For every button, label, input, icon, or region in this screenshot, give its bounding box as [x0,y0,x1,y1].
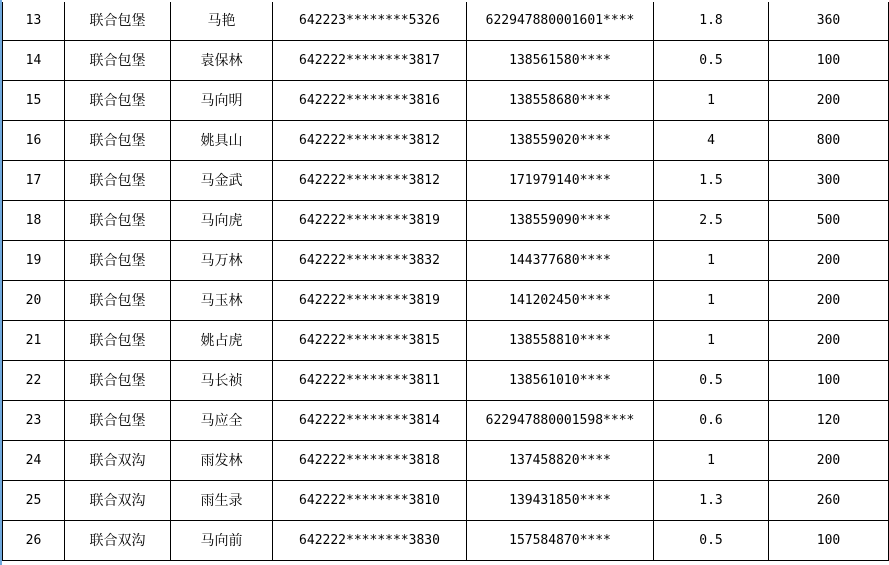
cell-village[interactable]: 联合双沟 [65,521,171,561]
cell-amount[interactable]: 200 [769,81,889,121]
cell-quantity[interactable]: 1 [654,241,769,281]
cell-id-number[interactable]: 642222********3819 [273,201,467,241]
cell-row-number[interactable]: 19 [3,241,65,281]
cell-id-number[interactable]: 642223********5326 [273,1,467,41]
cell-quantity[interactable]: 1.8 [654,1,769,41]
cell-name[interactable]: 马向前 [171,521,273,561]
cell-id-number[interactable]: 642222********3818 [273,441,467,481]
cell-village[interactable]: 联合包堡 [65,201,171,241]
cell-row-number[interactable]: 13 [3,1,65,41]
cell-amount[interactable]: 120 [769,401,889,441]
cell-village[interactable]: 联合包堡 [65,1,171,41]
cell-quantity[interactable]: 4 [654,121,769,161]
cell-village[interactable]: 联合包堡 [65,401,171,441]
table-row [3,361,889,401]
cell-name[interactable]: 姚具山 [171,121,273,161]
cell-quantity[interactable]: 1.5 [654,161,769,201]
cell-name[interactable]: 马长祯 [171,361,273,401]
cell-amount[interactable]: 260 [769,481,889,521]
cell-village[interactable]: 联合包堡 [65,121,171,161]
cell-village[interactable]: 联合包堡 [65,241,171,281]
cell-account-number[interactable]: 157584870**** [467,521,654,561]
cell-amount[interactable]: 800 [769,121,889,161]
cell-village[interactable]: 联合包堡 [65,41,171,81]
table-row [3,161,889,201]
cell-quantity[interactable]: 1 [654,81,769,121]
table-row [3,241,889,281]
cell-id-number[interactable]: 642222********3812 [273,161,467,201]
cell-account-number[interactable]: 622947880001601**** [467,1,654,41]
cell-quantity[interactable]: 0.5 [654,361,769,401]
cell-name[interactable]: 姚占虎 [171,321,273,361]
cell-name[interactable]: 马应全 [171,401,273,441]
cell-row-number[interactable]: 22 [3,361,65,401]
cell-row-number[interactable]: 17 [3,161,65,201]
table-row [3,521,889,561]
cell-account-number[interactable]: 138559020**** [467,121,654,161]
table-row [3,441,889,481]
table-row [3,81,889,121]
cell-row-number[interactable]: 16 [3,121,65,161]
cell-id-number[interactable]: 642222********3814 [273,401,467,441]
cell-name[interactable]: 马艳 [171,1,273,41]
cell-id-number[interactable]: 642222********3832 [273,241,467,281]
cell-amount[interactable]: 200 [769,321,889,361]
cell-amount[interactable]: 100 [769,41,889,81]
cell-row-number[interactable]: 23 [3,401,65,441]
cell-village[interactable]: 联合包堡 [65,281,171,321]
cell-quantity[interactable]: 2.5 [654,201,769,241]
table-body [3,1,889,561]
cell-name[interactable]: 马玉林 [171,281,273,321]
cell-village[interactable]: 联合包堡 [65,161,171,201]
table-row [3,401,889,441]
table-row [3,281,889,321]
table-row [3,201,889,241]
cell-account-number[interactable]: 138559090**** [467,201,654,241]
cell-village[interactable]: 联合双沟 [65,441,171,481]
cell-id-number[interactable]: 642222********3816 [273,81,467,121]
cell-id-number[interactable]: 642222********3815 [273,321,467,361]
cell-account-number[interactable]: 141202450**** [467,281,654,321]
cell-amount[interactable]: 200 [769,441,889,481]
cell-row-number[interactable]: 15 [3,81,65,121]
cell-id-number[interactable]: 642222********3812 [273,121,467,161]
table-row [3,121,889,161]
cell-account-number[interactable]: 138558810**** [467,321,654,361]
cell-name[interactable]: 袁保林 [171,41,273,81]
cell-quantity[interactable]: 0.5 [654,41,769,81]
cell-row-number[interactable]: 25 [3,481,65,521]
cell-name[interactable]: 雨生录 [171,481,273,521]
table-row [3,481,889,521]
cell-amount[interactable]: 500 [769,201,889,241]
cell-quantity[interactable]: 1 [654,281,769,321]
cell-name[interactable]: 马万林 [171,241,273,281]
cell-name[interactable]: 马金武 [171,161,273,201]
cell-quantity[interactable]: 1.3 [654,481,769,521]
cell-row-number[interactable]: 14 [3,41,65,81]
cell-name[interactable]: 马向明 [171,81,273,121]
cell-amount[interactable]: 360 [769,1,889,41]
cell-id-number[interactable]: 642222********3817 [273,41,467,81]
cell-account-number[interactable]: 138558680**** [467,81,654,121]
cell-village[interactable]: 联合包堡 [65,321,171,361]
cell-name[interactable]: 雨发林 [171,441,273,481]
cell-account-number[interactable]: 138561580**** [467,41,654,81]
cell-account-number[interactable]: 139431850**** [467,481,654,521]
cell-village[interactable]: 联合包堡 [65,81,171,121]
cell-account-number[interactable]: 622947880001598**** [467,401,654,441]
cell-id-number[interactable]: 642222********3811 [273,361,467,401]
cell-quantity[interactable]: 1 [654,441,769,481]
cell-village[interactable]: 联合双沟 [65,481,171,521]
table-row [3,321,889,361]
cell-amount[interactable]: 300 [769,161,889,201]
cell-row-number[interactable]: 24 [3,441,65,481]
cell-name[interactable]: 马向虎 [171,201,273,241]
cell-amount[interactable]: 100 [769,521,889,561]
data-table [2,0,889,561]
cell-account-number[interactable]: 171979140**** [467,161,654,201]
cell-row-number[interactable]: 21 [3,321,65,361]
cell-row-number[interactable]: 26 [3,521,65,561]
cell-id-number[interactable]: 642222********3819 [273,281,467,321]
table-row [3,41,889,81]
clipped-row-edge [2,0,889,2]
cell-account-number[interactable]: 138561010**** [467,361,654,401]
cell-row-number[interactable]: 20 [3,281,65,321]
cell-account-number[interactable]: 144377680**** [467,241,654,281]
cell-quantity[interactable]: 1 [654,321,769,361]
cell-id-number[interactable]: 642222********3830 [273,521,467,561]
table-row [3,1,889,41]
cell-quantity[interactable]: 0.5 [654,521,769,561]
cell-account-number[interactable]: 137458820**** [467,441,654,481]
cell-row-number[interactable]: 18 [3,201,65,241]
cell-amount[interactable]: 200 [769,281,889,321]
cell-amount[interactable]: 100 [769,361,889,401]
cell-id-number[interactable]: 642222********3810 [273,481,467,521]
cell-quantity[interactable]: 0.6 [654,401,769,441]
cell-amount[interactable]: 200 [769,241,889,281]
cell-village[interactable]: 联合包堡 [65,361,171,401]
